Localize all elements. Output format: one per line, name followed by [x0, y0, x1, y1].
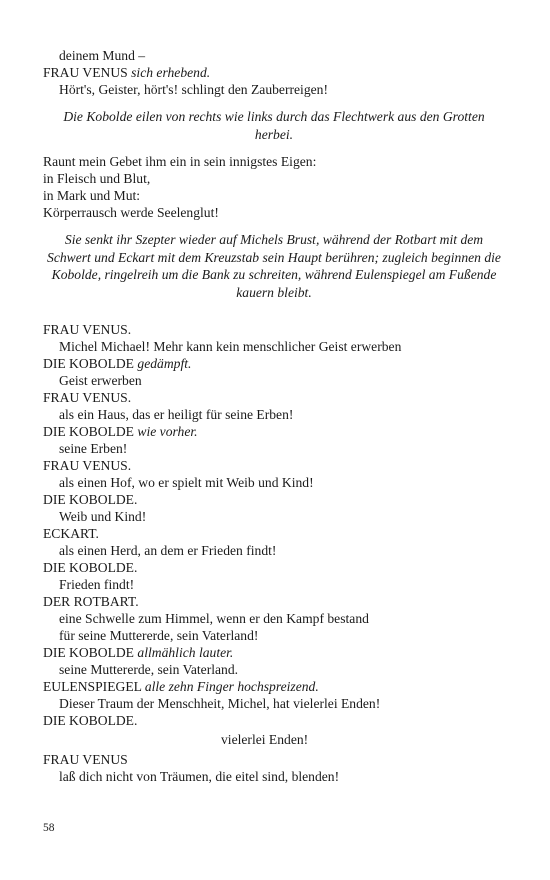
speaker-line — [43, 355, 505, 372]
speaker-line — [43, 644, 505, 661]
speaker-name: FRAU VENUS — [43, 752, 128, 767]
document-page — [43, 47, 505, 785]
verse-line: laß dich nicht von Träumen, die eitel sind, blenden! — [59, 769, 340, 784]
speaker-name: DIE KOBOLDE. — [43, 713, 138, 728]
verse-line: Körperrausch werde Seelenglut! — [43, 205, 219, 220]
verse-line: Michel Michael! Mehr kann kein menschlicher Geist erwerben — [59, 339, 402, 354]
page-number: 58 — [43, 822, 55, 834]
stage-direction-inline: allmählich lauter. — [137, 645, 234, 660]
speaker-name: EULENSPIEGEL — [43, 679, 142, 694]
verse-line: als einen Herd, an dem er Frieden findt! — [59, 543, 277, 558]
speaker-name: FRAU VENUS. — [43, 390, 132, 405]
verse-line: seine Erben! — [59, 441, 128, 456]
speaker-line — [43, 64, 505, 81]
verse-line: deinem Mund – — [59, 48, 146, 63]
verse-line: eine Schwelle zum Himmel, wenn er den Kampf bestand — [59, 611, 369, 626]
stage-direction: Die Kobolde eilen von rechts wie links durch das Flechtwerk aus den Grotten herbei. — [63, 109, 485, 142]
verse-line: Frieden findt! — [59, 577, 135, 592]
speaker-line — [43, 423, 505, 440]
verse-line: vielerlei Enden! — [221, 732, 309, 747]
speaker-name: DIE KOBOLDE — [43, 645, 134, 660]
stage-direction-inline: gedämpft. — [137, 356, 192, 371]
speaker-name: FRAU VENUS. — [43, 458, 132, 473]
speaker-name: DER ROTBART. — [43, 594, 139, 609]
speaker-name: DIE KOBOLDE. — [43, 560, 138, 575]
verse-line: als einen Hof, wo er spielt mit Weib und Kind! — [59, 475, 314, 490]
verse-line: Raunt mein Gebet ihm ein in sein innigstes Eigen: — [43, 154, 317, 169]
speaker-name: DIE KOBOLDE — [43, 424, 134, 439]
stage-direction-inline: wie vorher. — [137, 424, 198, 439]
speaker-line — [43, 678, 505, 695]
speaker-name: DIE KOBOLDE — [43, 356, 134, 371]
speaker-name: DIE KOBOLDE. — [43, 492, 138, 507]
verse-line: als ein Haus, das er heiligt für seine Erben! — [59, 407, 294, 422]
verse-line: Hört's, Geister, hört's! schlingt den Zauberreigen! — [59, 82, 328, 97]
speaker-name: FRAU VENUS — [43, 65, 128, 80]
verse-line: Geist erwerben — [59, 373, 142, 388]
speaker-name: FRAU VENUS. — [43, 322, 132, 337]
verse-line: in Mark und Mut: — [43, 188, 141, 203]
stage-direction-inline: sich erhebend. — [131, 65, 211, 80]
verse-line: seine Muttererde, sein Vaterland. — [59, 662, 239, 677]
verse-line: für seine Muttererde, sein Vaterland! — [59, 628, 259, 643]
verse-line: Dieser Traum der Menschheit, Michel, hat vielerlei Enden! — [59, 696, 381, 711]
verse-line: in Fleisch und Blut, — [43, 171, 151, 186]
stage-direction: Sie senkt ihr Szepter wieder auf Michels Brust, während der Rotbart mit dem Schwert und Eckart mit dem Kreuzstab sein Haupt berühren; zugleich beginnen die Kobolde, ringelreih um die Bank zu schreiten, während Eulenspiegel am Fußende kauern bleibt. — [47, 232, 501, 300]
stage-direction-inline: alle zehn Finger hochspreizend. — [144, 679, 319, 694]
speaker-name: ECKART. — [43, 526, 99, 541]
verse-line: Weib und Kind! — [59, 509, 147, 524]
